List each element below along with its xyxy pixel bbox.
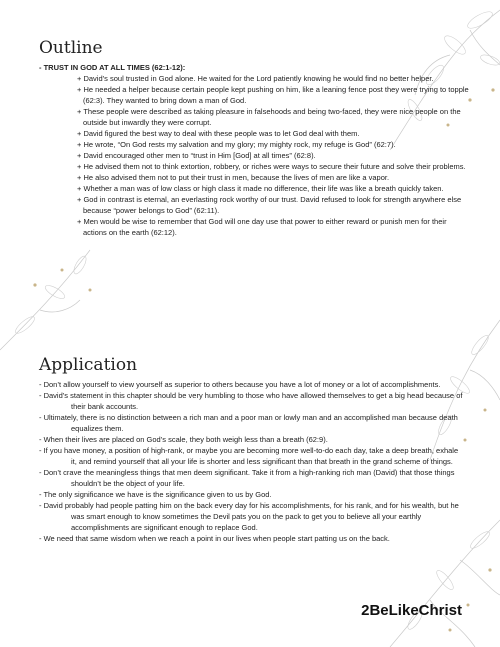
list-item: + David figured the best way to deal with these people was to let God deal with them.: [77, 129, 360, 138]
list-item: + These people were described as taking pleasure in falsehoods and being two-faced, they were nice people on the outside but inwardly they were corrupt.: [77, 107, 461, 127]
list-item: - When their lives are placed on God’s scale, they both weigh less than a breath (62:9).: [39, 435, 328, 444]
botanical-decoration-left: [0, 230, 120, 370]
list-item: + David encouraged other men to “trust in Him [God] at all times” (62:8).: [77, 151, 316, 160]
list-item: + Whether a man was of low class or high class it made no difference, their life was like a breath quickly taken.: [77, 184, 444, 193]
outline-list: [39, 73, 469, 238]
application-section: [39, 379, 464, 544]
list-item: - The only significance we have is the significance given to us by God.: [39, 490, 272, 499]
application-title: Application: [39, 355, 138, 375]
list-item: + He also advised them not to put their trust in men, because the lives of men are like a vapor.: [77, 173, 390, 182]
list-item: - David’s statement in this chapter should be very humbling to those who have allowed themselves to get a big head because of their bank accounts.: [39, 391, 463, 411]
list-item: + Men would be wise to remember that God will one day use that power to either reward or punish men for their actions on the earth (62:12).: [77, 217, 447, 237]
list-item: - We need that same wisdom when we reach a point in our lives when people start patting us on the back.: [39, 534, 390, 543]
list-item: - Don’t allow yourself to view yourself as superior to others because you have a lot of money or a lot of accomplishments.: [39, 380, 441, 389]
application-list: [39, 379, 464, 544]
list-item: - Ultimately, there is no distinction between a rich man and a poor man or lowly man and an accomplished man because death equalizes them.: [39, 413, 458, 433]
outline-title: Outline: [39, 38, 103, 58]
list-item: + He wrote, “On God rests my salvation and my glory; my mighty rock, my refuge is God” (62:7).: [77, 140, 396, 149]
list-item: - David probably had people patting him on the back every day for his accomplishments, for his rank, and for his wealth, but he was smart enough to know sometimes the Devil pats you on the pack to get you to believe all your earthly accomplishments are significant enough to replace God.: [39, 501, 459, 532]
brand-logo-text: 2BeLikeChrist: [361, 602, 462, 619]
list-item: - Don’t crave the meaningless things that men deem significant. Take it from a high-ranking rich man (David) that those things shouldn’t be the object of your life.: [39, 468, 455, 488]
outline-section: [39, 62, 469, 238]
list-item: + God in contrast is eternal, an everlasting rock worthy of our trust. David refused to look for strength anywhere else because “power belongs to God” (62:11).: [77, 195, 462, 215]
list-item: - If you have money, a position of high-rank, or maybe you are becoming more well-to-do each day, take a deep breath, exhale it, and remind yourself that all your life is shorter and less significant than that breath in the grand scheme of things.: [39, 446, 459, 466]
list-item: + David’s soul trusted in God alone. He waited for the Lord patiently knowing he would find no better helper.: [77, 74, 434, 83]
outline-heading: - TRUST IN GOD AT ALL TIMES (62:1-12):: [39, 63, 186, 72]
list-item: + He needed a helper because certain people kept pushing on him, like a leaning fence post they were trying to topple (62:3). They wanted to bring down a man of God.: [77, 85, 469, 105]
list-item: + He advised them not to think extortion, robbery, or riches were ways to secure their future and solve their problems.: [77, 162, 466, 171]
